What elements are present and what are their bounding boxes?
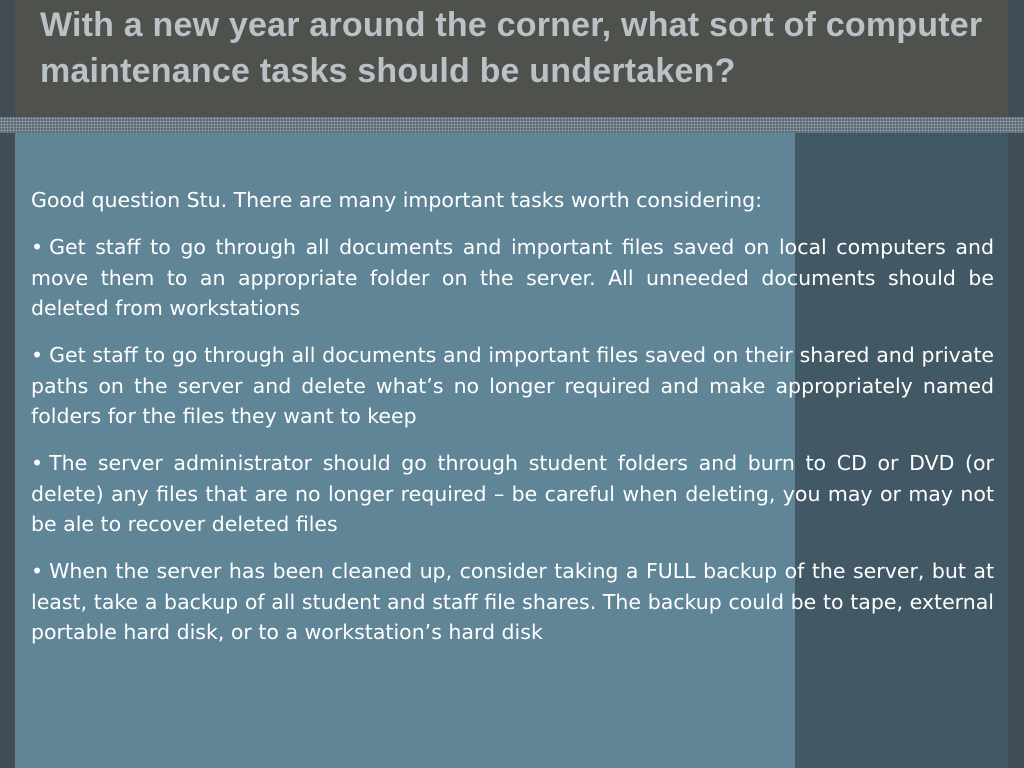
bullet-item [31,340,994,432]
bullet-text: Get staff to go through all documents and important files saved on local computers and move them to an appropriate folder on the server. All unneeded documents should be deleted from workstations [31,235,994,320]
bullet-icon: • [31,343,44,367]
bullet-text: Get staff to go through all documents and important files saved on their shared and private paths on the server and delete what’s no longer required and make appropriately named folders for the files they want to keep [31,343,994,428]
bullet-text: The server administrator should go through student folders and burn to CD or DVD (or delete) any files that are no longer required – be careful when deleting, you may or may not be ale to recover deleted files [31,451,994,536]
bullet-text: When the server has been cleaned up, consider taking a FULL backup of the server, but at least, take a backup of all student and staff file shares. The backup could be to tape, external portable hard disk, or to a workstation’s hard disk [31,559,994,644]
bullet-item [31,556,994,648]
intro-text: Good question Stu. There are many important tasks worth considering: [31,188,763,212]
bullet-icon: • [31,451,44,475]
bullet-icon: • [31,235,44,259]
slide-body [31,185,994,664]
bullet-icon: • [31,559,44,583]
right-decor-strip [1008,0,1024,768]
dotted-divider [0,117,1024,133]
bullet-item [31,232,994,324]
slide-title: With a new year around the corner, what sort of computer maintenance tasks should be undertaken? [40,6,983,90]
left-decor-strip [0,0,15,768]
bullet-item [31,448,994,540]
